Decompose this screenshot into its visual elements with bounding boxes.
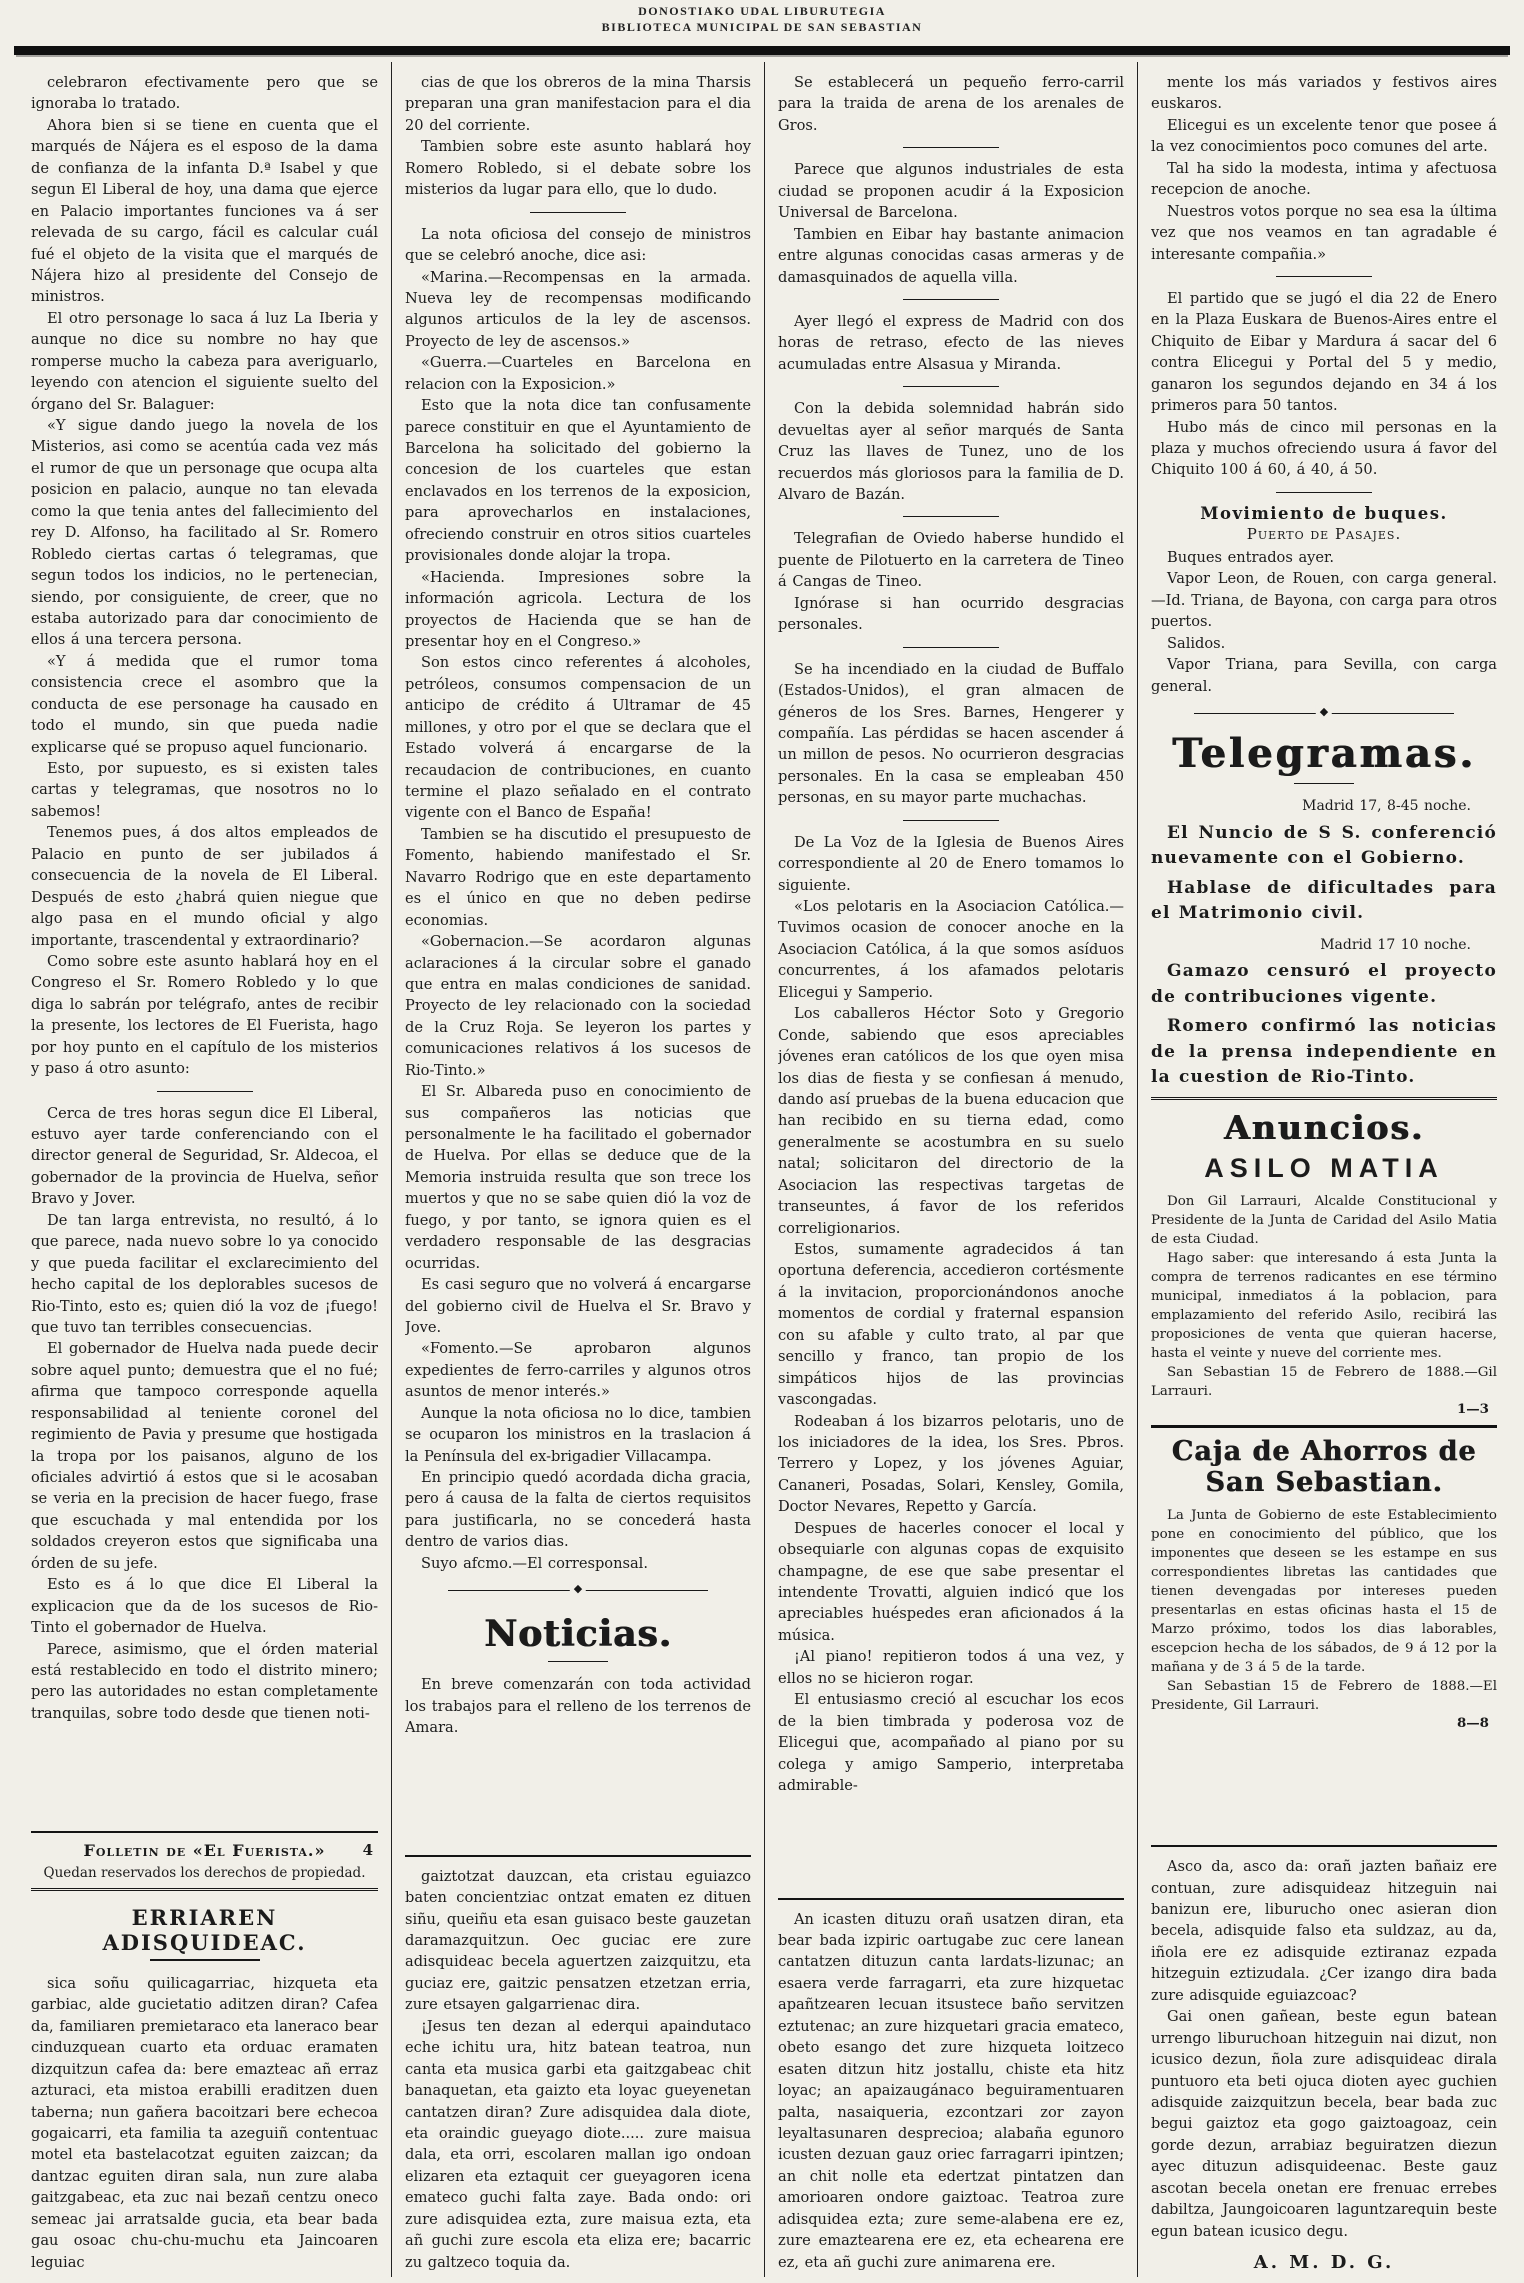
paragraph: Madrid 17, 8-45 noche. bbox=[1302, 797, 1471, 814]
divider-rule bbox=[903, 516, 999, 517]
column-grid bbox=[18, 62, 1510, 2277]
paragraph: Se establecerá un pequeño ferro-carril para la traida de arena de los arenales de Gros. bbox=[778, 74, 1124, 134]
paragraph: Ignórase si han ocurrido desgracias personales. bbox=[778, 594, 1124, 634]
col4-content bbox=[1151, 72, 1497, 1731]
col1-news bbox=[31, 72, 378, 1724]
divider-rule bbox=[1276, 492, 1372, 493]
paragraph: Vapor Leon, de Rouen, con carga general. —Id. Triana, de Bayona, con carga para otros puertos. bbox=[1151, 570, 1497, 631]
folletin-text-col3 bbox=[778, 1898, 1124, 2273]
divider-rule bbox=[903, 820, 999, 821]
column-3 bbox=[764, 62, 1137, 2277]
paragraph: «Gobernacion.—Se acordaron algunas aclaraciones á la circular sobre el ganado que entra en malas condiciones de sanidad. Proyecto de ley relacionado con la sociedad de la Cruz Roja. Se leyeron los partes y comunicaciones relativos á los sucesos de Rio-Tinto.» bbox=[405, 933, 751, 1079]
paragraph: Esto es á lo que dice El Liberal la explicacion que da de los sucesos de Rio-Tinto el gobernador de Huelva. bbox=[31, 1576, 378, 1637]
divider-double-rule bbox=[1151, 1097, 1497, 1100]
paragraph: celebraron efectivamente pero que se ignoraba lo tratado. bbox=[31, 74, 378, 113]
paragraph: mente los más variados y festivos aires euskaros. bbox=[1151, 74, 1497, 113]
paragraph: Esto que la nota dice tan confusamente parece constituir en que el Ayuntamiento de Barcelona ha solicitado del gobierno la concesion de los cuarteles que estan enclavados en los terrenos de la exposicion, para aprovecharlos en instalaciones, ofreciendo construir en otros sitios cuarteles provisionales donde alojar la tropa. bbox=[405, 397, 751, 565]
column-4 bbox=[1137, 62, 1510, 2277]
paragraph: Despues de hacerles conocer el local y obsequiarle con algunas copas de exquisito champagne, de ese que sabe presentar el intendente Trovatti, alguien indicó que los apreciables huéspedes eran aficionados á la música. bbox=[778, 1519, 1124, 1644]
scan-artifact-bar bbox=[14, 46, 1510, 55]
buques-subheading: Puerto de Pasajes. bbox=[1246, 524, 1402, 543]
divider-fancy-rule bbox=[448, 1590, 708, 1591]
divider-rule bbox=[903, 299, 999, 300]
paragraph: «Los pelotaris en la Asociacion Católica.—Tuvimos ocasion de conocer anoche en la Asociacion Católica, á la que somos asíduos concurrentes, á los afamados pelotaris Elicegui y Samperio. bbox=[778, 898, 1124, 1001]
folletin-col4-paragraphs bbox=[1151, 1856, 1497, 2242]
stamp-line-basque: DONOSTIAKO UDAL LIBURUTEGIA bbox=[638, 4, 886, 18]
paragraph: La Junta de Gobierno de este Establecimiento pone en conocimiento del público, que los imponentes que deseen se les estampe en sus correspondientes libretas las cantidades que tienen devengadas por intereses pueden presentarlas en estas oficinas hasta el 15 de Marzo próximo, todos los dias laborables, escepcion hecha de los sábados, de 9 á 12 por la mañana y de 3 á 5 de la tarde. bbox=[1151, 1507, 1497, 1676]
paragraph: Como sobre este asunto hablará hoy en el Congreso el Sr. Romero Robledo y lo que diga lo sabrán por telégrafo, antes de recibir la presente, los lectores de El Fuerista, hago por hoy punto en el capítulo de los misterios y paso á otro asunto: bbox=[31, 952, 378, 1078]
folletin-text-col2 bbox=[405, 1855, 751, 2273]
folletin-section bbox=[31, 1831, 378, 2273]
folletin-chapter-number: 4 bbox=[362, 1840, 374, 1859]
folletin-rights-notice: Quedan reservados los derechos de propiedad. bbox=[43, 1864, 366, 1881]
paragraph: El Sr. Albareda puso en conocimiento de sus compañeros las noticias que personalmente le ha facilitado el gobernador de Huelva. Por ellas se deduce que de la Memoria instruida resulta que son trece los muertos y que no se sabe quien dió la voz de fuego, y por tanto, se ignora quien es el verdadero responsable de las desgracias ocurridas. bbox=[405, 1083, 751, 1272]
telegramas-blocks bbox=[1151, 796, 1497, 1091]
buques-section bbox=[1151, 504, 1497, 714]
paragraph: De tan larga entrevista, no resultó, á lo que parece, nada nuevo sobre lo ya conocido y que pueda facilitar el exclarecimiento del hecho capital de los deplorables sucesos de Rio-Tinto, esto es; quien dió la voz de ¡fuego! que tuvo tan terribles consecuencias. bbox=[31, 1211, 378, 1336]
noticias-heading: Noticias. bbox=[484, 1613, 672, 1656]
paragraph: El partido que se jugó el dia 22 de Enero en la Plaza Euskara de Buenos-Aires entre el Chiquito de Eibar y Mardura á sacar del 6 contra Elicegui y Portal del 5 y medio, ganaron los segundos dejando en 34 á los primeros para 50 tantos. bbox=[1151, 289, 1497, 415]
paragraph: El gobernador de Huelva nada puede decir sobre aquel punto; demuestra que el no fué; afirma que tampoco corresponde aquella responsabilidad al teniente coronel del regimiento de Pavia y presume que hostigada la tropa por los paisanos, alguno de los oficiales advirtió á estos que si le acosaban se veria en la precision de hacer fuego, frase que escuchada y mal entendida por los soldados creyeron estos que significaba una órden de su jefe. bbox=[31, 1340, 378, 1572]
paragraph: Esto, por supuesto, es si existen tales cartas y telegramas, que nosotros no lo sabemos! bbox=[31, 760, 378, 820]
library-stamp bbox=[0, 4, 1524, 35]
paragraph: Don Gil Larrauri, Alcalde Constitucional y Presidente de la Junta de Caridad del Asilo Matia de esta Ciudad. bbox=[1151, 1193, 1497, 1247]
paragraph: El entusiasmo creció al escuchar los ecos de la bien timbrada y poderosa voz de Elicegui que, acompañado al piano por su colega y amigo Samperio, interpretaba admirable- bbox=[778, 1691, 1124, 1794]
asilo-ad-body bbox=[1151, 1192, 1497, 1401]
paragraph: Rodeaban á los bizarros pelotaris, uno de los iniciadores de la idea, los Sres. Pbros. Terrero y Lopez, y los jóvenes Aguiar, Cananeri, Posadas, Solari, Kensley, Gomila, Doctor Nevares, Repetto y García. bbox=[778, 1412, 1124, 1516]
caja-ad-run-count: 8—8 bbox=[1456, 1715, 1489, 1732]
paragraph: En breve comenzarán con toda actividad los trabajos para el relleno de los terrenos de Amara. bbox=[405, 1676, 751, 1737]
paragraph: Suyo afcmo.—El corresponsal. bbox=[421, 1554, 648, 1572]
asilo-matia-heading: ASILO MATIA bbox=[1204, 1152, 1444, 1183]
column-2 bbox=[391, 62, 764, 2277]
paragraph: De La Voz de la Iglesia de Buenos Aires correspondiente al 20 de Enero tomamos lo siguiente. bbox=[778, 833, 1124, 894]
paragraph: Se ha incendiado en la ciudad de Buffalo (Estados-Unidos), el gran almacen de géneros de los Sres. Barnes, Hengerer y compañía. Las pérdidas se hacen ascender á un millon de pesos. No ocurrieron desgracias personales. En la casa se empleaban 450 personas, en su mayor parte muchachas. bbox=[778, 660, 1124, 807]
paragraph: Tambien se ha discutido el presupuesto de Fomento, habiendo manifestado el Sr. Navarro Rodrigo que en este departamento es el único en que no deben pedirse economias. bbox=[405, 825, 751, 929]
paragraph: Tal ha sido la modesta, intima y afectuosa recepcion de anoche. bbox=[1151, 159, 1497, 199]
paragraph: sica soñu quilicagarriac, hizqueta eta garbiac, alde gucietatio aditzen diran? Cafea da, familiaren premietaraco eta laneraco bear cinduzquean cuarto eta orduac eramaten dizquitzun cafea da: bere emazteac añ erraz azturaci, eta mistoa erabilli eraditzen duen taberna; nun gañera bacoitzari bere echecoa gogaicarri, eta familia ta azeguiñ contentuac motel eta bastelacotzat eguiten zaizcan; da dantzac eguiten diran sala, nun zure alaba gaitzgabeac, eta zuc nai bezañ centzu oneco semeac jai arratsalde gucia, eta bear bada gau osoac chu-chu-muchu eta Jaincoaren leguiac bbox=[31, 1974, 378, 2271]
divider-fancy-rule bbox=[1194, 713, 1454, 714]
divider-rule bbox=[530, 212, 626, 213]
anuncios-heading: Anuncios. bbox=[1223, 1107, 1425, 1147]
divider-double-rule bbox=[31, 1888, 378, 1891]
paragraph: San Sebastian 15 de Febrero de 1888.—Gil Larrauri. bbox=[1151, 1364, 1497, 1399]
telegramas-heading: Telegramas. bbox=[1172, 729, 1476, 777]
paragraph: Salidos. bbox=[1167, 634, 1226, 652]
paragraph: Tambien sobre este asunto hablará hoy Romero Robledo, si el debate sobre los misterios da lugar para ello, que lo dudo. bbox=[405, 138, 751, 199]
paragraph: «Y á medida que el rumor toma consistencia crece el asombro que la conducta de ese personage ha causado en todo el mundo, sin que pueda nadie explicarse qué se propuso aquel funcionario. bbox=[31, 652, 378, 756]
col3-news bbox=[778, 72, 1124, 1796]
paragraph: «Fomento.—Se aprobaron algunos expedientes de ferro-carriles y algunos otros asuntos de menor interés.» bbox=[405, 1340, 751, 1401]
stamp-line-spanish: BIBLIOTECA MUNICIPAL DE SAN SEBASTIAN bbox=[601, 19, 923, 34]
paragraph: Madrid 17 10 noche. bbox=[1320, 936, 1471, 953]
paragraph: San Sebastian 15 de Febrero de 1888.—El Presidente, Gil Larrauri. bbox=[1151, 1679, 1497, 1714]
paragraph: Ahora bien si se tiene en cuenta que el marqués de Nájera es el esposo de la dama de confianza de la infanta D.ª Isabel y que segun El Liberal de hoy, una dama que ejerce en Palacio importantes funciones va á ser relevada de su cargo, fácil es calcular cuál fué el objeto de la visita que el marqués de Nájera hizo al presidente del Consejo de ministros. bbox=[31, 116, 378, 306]
asilo-ad-run-count: 1—3 bbox=[1456, 1400, 1489, 1417]
paragraph: «Y sigue dando juego la novela de los Misterios, asi como se acentúa cada vez más el rumor de que un personage que ocupa alta posicion en palacio, aunque no tan elevada como la que tenia antes del fallecimiento del rey D. Alfonso, ha facilitado al Sr. Romero Robledo ciertas cartas ó telegramas, que segun todos los indicios, no le pertenecian, siendo, por consiguiente, de creer, que no estaba autorizado para dar conocimiento de ellos á una tercera persona. bbox=[31, 417, 378, 649]
paragraph: Con la debida solemnidad habrán sido devueltas ayer al señor marqués de Santa Cruz las llaves de Tunez, uno de los recuerdos más gloriosos para la familia de D. Alvaro de Bazán. bbox=[778, 400, 1124, 503]
paragraph: El Nuncio de S S. conferenció nuevamente con el Gobierno. bbox=[1151, 822, 1497, 869]
divider-rule bbox=[1276, 276, 1372, 277]
paragraph: Telegrafian de Oviedo haberse hundido el puente de Pilotuerto en la carretera de Tineo á Cangas de Tineo. bbox=[778, 530, 1124, 591]
paragraph: Elicegui es un excelente tenor que posee á la vez conocimientos poco comunes del arte. bbox=[1151, 116, 1497, 156]
folletin-label bbox=[31, 1841, 378, 1860]
serial-story-title: ERRIAREN ADISQUIDEAC. bbox=[102, 1904, 307, 1955]
paragraph: Hago saber: que interesando á esta Junta la compra de terrenos radicantes en ese término municipal, inmediatos á la poblacion, para emplazamiento del referido Asilo, recibirá las proposiciones de venta que quieran hacerse, hasta el veinte y nueve del corriente mes. bbox=[1151, 1250, 1497, 1361]
paragraph: Gai onen gañean, beste egun batean urrengo liburuchoan hitzeguin nai dizut, non icusico dezun, ñola zure adisquideac dirala puntuoro eta beti ojuca dioten ayec guchien adisquide zaizquitzun becela, bear bada zuc begui gaiztoz eta gogo gaiztoagoaz, cein gorde dezun, arrabiaz beguiratzen diezun ayec dituzun adisquideenac. Beste gauz ascotan becela onetan ere frenuac errebes dabiltza, Jaungoicoaren laguntzarequin beste egun batean icusico degu. bbox=[1151, 2008, 1497, 2240]
caja-ad-body bbox=[1151, 1506, 1497, 1715]
story-ornament-rule bbox=[150, 1959, 260, 1961]
folletin-text-col4 bbox=[1151, 1845, 1497, 2273]
noticias-section bbox=[405, 1607, 751, 1738]
paragraph: Asco da, asco da: orañ jazten bañaiz ere contuan, zure adisquideaz hitzeguin nai banizun ere, liburucho onec asieran dion becela, adisquide falso eta suldzaz, au da, iñola ere ez adisquide eztiranaz ezpada hitzeguin eztizudala. ¿Cer izango dira bada zure adisquide eguiazcoac? bbox=[1151, 1858, 1497, 2004]
paragraph: Son estos cinco referentes á alcoholes, petróleos, consumos compensacion de un anticipo de crédito á Ultramar de 45 millones, y otro por el que se declara que el Estado volverá á encargarse de la recaudacion de contribuciones, en cuanto termine el plazo señalado en el contrato vigente con el Banco de España! bbox=[405, 654, 751, 822]
paragraph: Los caballeros Héctor Soto y Gregorio Conde, sabiendo que esos apreciables jóvenes eran católicos de los que oyen misa los dias de fiesta y se confiesan á menudo, dando así pruebas de la buena educacion que han recibido en su tierna edad, como generalmente se acostumbra en su suelo natal; solicitaron del directorio de la Asociacion las respectivas targetas de transeuntes, á favor de los referidos correligionarios. bbox=[778, 1005, 1124, 1237]
buques-heading: Movimiento de buques. bbox=[1200, 503, 1448, 523]
noticias-ornament bbox=[548, 1661, 608, 1662]
anuncios-section bbox=[1151, 1108, 1497, 1732]
paragraph: Buques entrados ayer. bbox=[1167, 548, 1335, 566]
paragraph: «Marina.—Recompensas en la armada. Nueva ley de recompensas modificando algunos articulos de la ley de ascensos. Proyecto de ley de ascensos.» bbox=[405, 268, 751, 350]
caja-ahorros-heading: Caja de Ahorros de San Sebastian. bbox=[1171, 1435, 1477, 1498]
divider-heavy-rule bbox=[1151, 1425, 1497, 1428]
paragraph: «Hacienda. Impresiones sobre la información agricola. Lectura de los proyectos de Hacienda que se han de presentar hoy en el Congreso.» bbox=[405, 568, 751, 650]
buques-lines bbox=[1151, 547, 1497, 714]
paragraph: Aunque la nota oficiosa no lo dice, tambien se ocuparon los ministros en la traslacion á la Península del ex-brigadier Villacampa. bbox=[405, 1404, 751, 1465]
folletin-text-col1 bbox=[31, 1973, 378, 2273]
paragraph: An icasten dituzu orañ usatzen diran, eta bear bada izpiric oartugabe zuc cere lanean cantatzen dituzun canta lardats-lizunac; an esaera verde farragarri, eta zure hizquetac apañtzearen lecuan itsustece baño servitzen eztutenac; an zure hizquetari gracia emateco, obeto esango det zure hizqueta loitzeco esaten ditzun hitz jostallu, chiste eta hitz loyac; an apaizaugánaco beguiramentuaren palta, nasaiqueria, ezcontzari zor zayon leyaltasunaren desprecioa; alabaña egunoro icusten dezuan gauz oriec farragarri ipintzen; an chit nolle eta edertzat pintatzen dan amorioaren ondore gaiztoac. Teatroa zure adisquidea ezta; zure seme-alabena ere ez, zure emaztearena ere ez, eta echearena ere ez, eta añ guchi zure animarena ere. bbox=[778, 1910, 1124, 2271]
amdg-closing: A. M. D. G. bbox=[1253, 2252, 1395, 2273]
paragraph: Gamazo censuró el proyecto de contribuciones vigente. bbox=[1151, 961, 1497, 1007]
paragraph: Cerca de tres horas segun dice El Liberal, estuvo ayer tarde conferenciando con el director general de Seguridad, Sr. Aldecoa, el gobernador de la provincia de Huelva, señor Bravo y Jover. bbox=[31, 1104, 378, 1208]
paragraph: En principio quedó acordada dicha gracia, pero á causa de la falta de ciertos requisitos para justificarla, no se concederá hasta dentro de varios dias. bbox=[405, 1469, 751, 1551]
divider-rule bbox=[903, 647, 999, 648]
col2-news bbox=[405, 72, 751, 1607]
paragraph: Parece que algunos industriales de esta ciudad se proponen acudir á la Exposicion Universal de Barcelona. bbox=[778, 161, 1124, 222]
paragraph: Parece, asimismo, que el órden material está restablecido en todo el distrito minero; pero las autoridades no estan completamente tranquilas, sobre todo desde que tienen noti- bbox=[31, 1640, 378, 1722]
paragraph: gaiztotzat dauzcan, eta cristau eguiazco baten concientziac ontzat ematen ez dituen siñu, queiñu eta esan guisaco beste gauzetan daramazquitzun. Oec guciac ere zure adisquideac becela aguertzen zaizquitzu, eta guciaz ere, gaitzic pensatzen etzetzan erria, zure etsayen galgarrienac dira. bbox=[405, 1867, 751, 2014]
paragraph: ¡Al piano! repitieron todos á una vez, y ellos no se hicieron rogar. bbox=[778, 1648, 1124, 1687]
column-1 bbox=[18, 62, 391, 2277]
divider-rule bbox=[157, 1091, 253, 1092]
paragraph: Hablase de dificultades para el Matrimonio civil. bbox=[1151, 877, 1497, 924]
paragraph: Nuestros votos porque no sea esa la última vez que nos veamos en tan agradable é interesante compañia.» bbox=[1151, 202, 1497, 263]
noticias-items bbox=[405, 1674, 751, 1738]
divider-rule bbox=[903, 386, 999, 387]
paragraph: Tenemos pues, á dos altos empleados de Palacio en punto de ser jubilados á consecuencia de la novela de El Liberal. Después de esto ¿habrá quien niegue que algo pasa en el mundo oficial y algo importante, trascendental y extraordinario? bbox=[31, 824, 378, 949]
folletin-title-text: Folletin de «El Fuerista.» bbox=[83, 1840, 326, 1860]
telegramas-section bbox=[1151, 730, 1497, 1091]
paragraph: El otro personage lo saca á luz La Iberia y aunque no dice su nombre no hay que romperse mucho la cabeza para averiguarlo, leyendo con atencion el siguiente suelto del órgano del Sr. Balaguer: bbox=[31, 309, 378, 413]
paragraph: cias de que los obreros de la mina Tharsis preparan una gran manifestacion para el dia 20 del corriente. bbox=[405, 74, 751, 134]
paragraph: ¡Jesus ten dezan al ederqui apaindutaco eche ichitu ura, hitz batean teatroa, nun canta eta musica garbi eta gaitzgabeac chit banaquetan, eta gaizto eta loyac gueyenetan cantatzen diran? Zure adisquidea dala diote, eta oraindic gueyago diote..... zure maisua dala, eta orri, escolaren mallan igo ondoan elizaren eta eztaquit cer gueyagoren icena emateco guchi falta zaye. Bada ondo: ori zure adisquidea ezta, zure maisua ezta, eta añ guchi zure escola eta eliza ere; bacarric zu galtzeco toquia da. bbox=[405, 2017, 751, 2271]
col4-news bbox=[1151, 72, 1497, 493]
telegramas-ornament bbox=[1294, 783, 1354, 784]
paragraph: «Guerra.—Cuarteles en Barcelona en relacion con la Exposicion.» bbox=[405, 354, 751, 393]
divider-rule bbox=[903, 147, 999, 148]
paragraph: Romero confirmó las noticias de la prensa independiente en la cuestion de Rio-Tinto. bbox=[1151, 1016, 1497, 1088]
paragraph: Vapor Triana, para Sevilla, con carga general. bbox=[1151, 656, 1497, 695]
paragraph: Es casi seguro que no volverá á encargarse del gobierno civil de Huelva el Sr. Bravo y Jove. bbox=[405, 1276, 751, 1336]
paragraph: La nota oficiosa del consejo de ministros que se celebró anoche, dice asi: bbox=[405, 225, 751, 265]
paragraph: Ayer llegó el express de Madrid con dos horas de retraso, efecto de las nieves acumuladas entre Alsasua y Miranda. bbox=[778, 312, 1124, 373]
paragraph: Tambien en Eibar hay bastante animacion entre algunas conocidas casas armeras y de damasquinados de aquella villa. bbox=[778, 225, 1124, 286]
paragraph: Estos, sumamente agradecidos á tan oportuna deferencia, accedieron cortésmente á la invitacion, proporcionándonos anoche momentos de cordial y fraternal espansion con su afable y culto trato, al par que sencillo y franco, tan propio de los simpáticos hijos de las provincias vascongadas. bbox=[778, 1241, 1124, 1409]
paragraph: Hubo más de cinco mil personas en la plaza y muchos ofreciendo usura á favor del Chiquito 100 á 60, á 40, á 50. bbox=[1151, 418, 1497, 479]
